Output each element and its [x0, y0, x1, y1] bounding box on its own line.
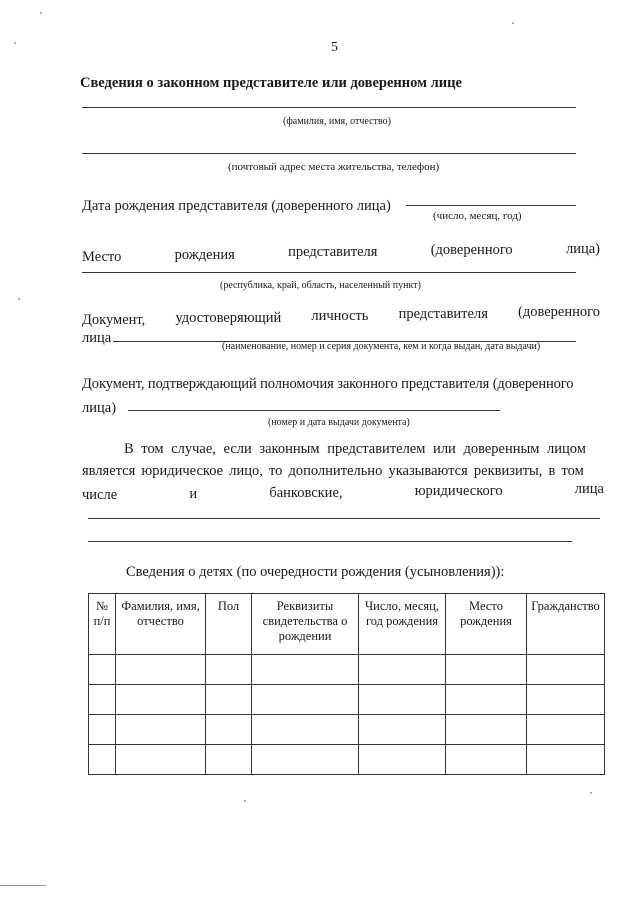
column-header-birthdate: Число, месяц, год рождения	[359, 594, 446, 655]
legal-entity-text-line1: В том случае, если законным представителем или доверенным лицом	[124, 441, 586, 457]
table-cell[interactable]	[89, 655, 116, 685]
table-cell[interactable]	[527, 685, 605, 715]
column-header-birthplace: Место рождения	[446, 594, 527, 655]
column-header-sex: Пол	[206, 594, 252, 655]
table-cell[interactable]	[446, 715, 527, 745]
birthplace-word: (доверенного	[430, 242, 513, 258]
legal-entity-text-line3	[82, 480, 604, 504]
id-doc-label	[82, 303, 600, 329]
children-table	[88, 593, 605, 775]
table-row	[89, 685, 605, 715]
legal-entity-word: юридического	[414, 483, 503, 499]
id-doc-label-line2: лица	[82, 330, 112, 346]
table-cell[interactable]	[446, 655, 527, 685]
id-doc-word: (доверенного	[518, 304, 600, 320]
column-header-citizenship: Гражданство	[527, 594, 605, 655]
column-header-name: Фамилия, имя, отчество	[116, 594, 206, 655]
id-doc-word: Документ,	[82, 312, 146, 328]
table-cell[interactable]	[527, 655, 605, 685]
legal-entity-line-2[interactable]	[88, 541, 572, 542]
table-cell[interactable]	[527, 715, 605, 745]
table-cell[interactable]	[89, 685, 116, 715]
table-cell[interactable]	[359, 715, 446, 745]
birthplace-label	[82, 240, 600, 266]
birthplace-word: представителя	[288, 244, 378, 260]
legal-entity-line-1[interactable]	[88, 518, 600, 519]
scan-speck	[512, 22, 514, 24]
id-doc-word: представителя	[398, 306, 488, 322]
birthdate-line[interactable]	[406, 205, 576, 206]
table-cell[interactable]	[359, 745, 446, 775]
section-heading: Сведения о законном представителе или доверенном лице	[80, 75, 462, 91]
table-cell[interactable]	[116, 655, 206, 685]
table-cell[interactable]	[252, 655, 359, 685]
table-row	[89, 655, 605, 685]
table-cell[interactable]	[527, 745, 605, 775]
table-cell[interactable]	[206, 715, 252, 745]
table-cell[interactable]	[116, 685, 206, 715]
birthplace-caption: (республика, край, область, населенный пункт)	[220, 280, 421, 291]
authority-label-line2: лица)	[82, 400, 117, 416]
authority-caption: (номер и дата выдачи документа)	[268, 417, 410, 428]
scan-speck	[590, 792, 592, 794]
table-cell[interactable]	[359, 685, 446, 715]
scan-speck	[14, 42, 16, 44]
table-cell[interactable]	[116, 715, 206, 745]
authority-line[interactable]	[128, 410, 500, 411]
birthplace-line[interactable]	[82, 272, 576, 273]
scan-speck	[40, 12, 42, 14]
scan-speck	[18, 298, 20, 300]
table-row	[89, 745, 605, 775]
column-header-number: № п/п	[89, 594, 116, 655]
address-line[interactable]	[82, 153, 576, 154]
id-doc-word: удостоверяющий	[175, 310, 282, 326]
legal-entity-word: банковские,	[269, 485, 343, 501]
table-cell[interactable]	[359, 655, 446, 685]
birthdate-caption: (число, месяц, год)	[433, 210, 522, 222]
legal-entity-word: и	[189, 486, 198, 502]
children-title: Сведения о детях (по очередности рождения (усыновления)):	[126, 564, 505, 580]
legal-entity-text-line2: является юридическое лицо, то дополнительно указываются реквизиты, в том	[82, 463, 584, 479]
scan-speck	[244, 800, 246, 802]
fio-caption: (фамилия, имя, отчество)	[283, 116, 391, 127]
table-cell[interactable]	[252, 745, 359, 775]
legal-entity-word: числе	[82, 487, 118, 503]
address-caption: (почтовый адрес места жительства, телефон)	[228, 161, 440, 173]
table-cell[interactable]	[446, 685, 527, 715]
birthplace-word: рождения	[174, 247, 235, 263]
id-doc-word: личность	[311, 308, 369, 324]
table-row	[89, 715, 605, 745]
birthplace-word: лица)	[565, 241, 600, 257]
table-cell[interactable]	[206, 745, 252, 775]
scan-edge-mark	[0, 885, 46, 886]
authority-label: Документ, подтверждающий полномочия законного представителя (доверенного	[82, 376, 574, 392]
fio-line[interactable]	[82, 107, 576, 108]
table-cell[interactable]	[206, 685, 252, 715]
table-cell[interactable]	[116, 745, 206, 775]
birthplace-word: Место	[82, 249, 122, 265]
table-header-row	[89, 594, 605, 655]
table-cell[interactable]	[89, 715, 116, 745]
table-cell[interactable]	[446, 745, 527, 775]
table-cell[interactable]	[89, 745, 116, 775]
birthdate-label: Дата рождения представителя (доверенного лица)	[82, 198, 391, 214]
table-cell[interactable]	[252, 685, 359, 715]
table-cell[interactable]	[252, 715, 359, 745]
table-cell[interactable]	[206, 655, 252, 685]
legal-entity-word: лица	[574, 481, 604, 497]
page-number: 5	[331, 40, 338, 55]
column-header-certificate: Реквизиты свидетельства о рождении	[252, 594, 359, 655]
id-doc-caption: (наименование, номер и серия документа, кем и когда выдан, дата выдачи)	[222, 341, 541, 352]
